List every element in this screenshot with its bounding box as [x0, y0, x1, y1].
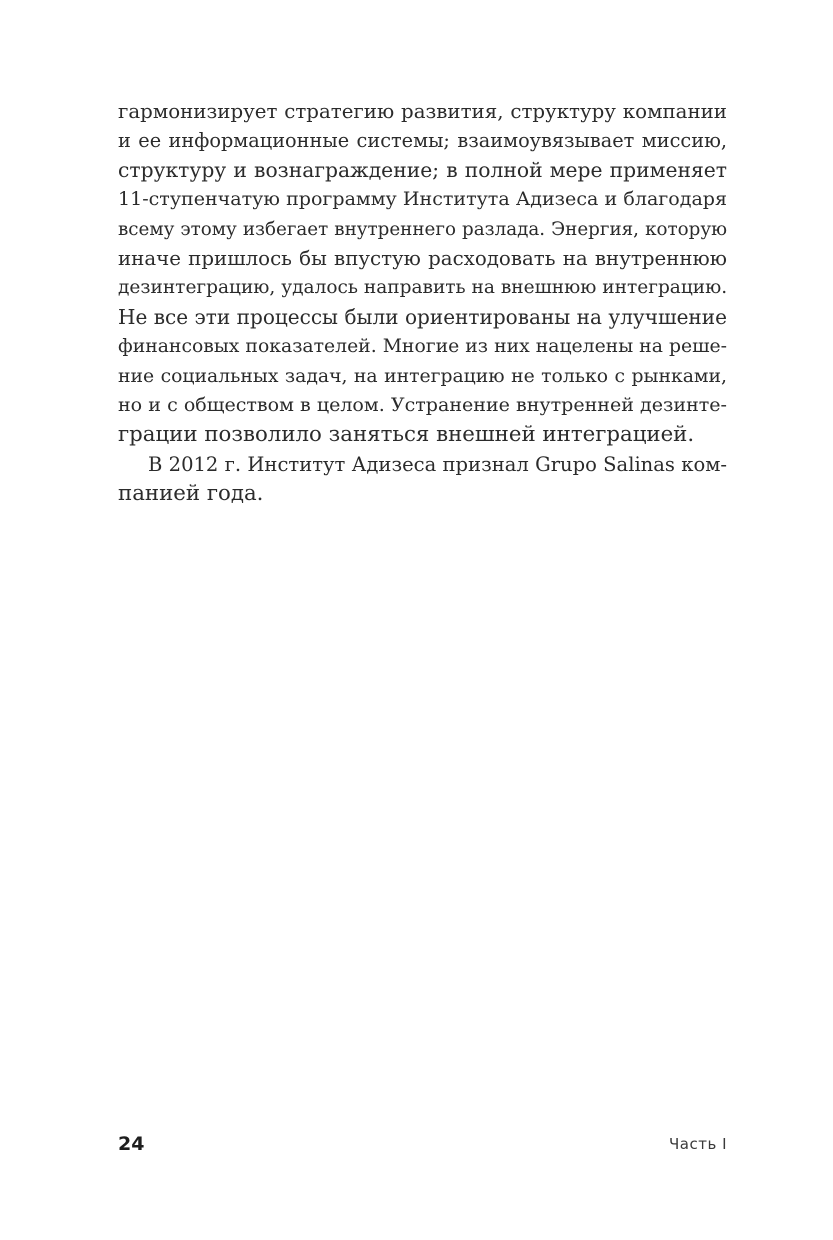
paragraph-1	[118, 97, 727, 450]
text-line: панией года.	[118, 481, 264, 507]
running-head: Часть I	[669, 1135, 727, 1153]
text-line: ние социальных задач, на интеграцию не только с рынками,	[118, 365, 727, 387]
text-line: грации позволило заняться внешней интеграцией.	[118, 422, 695, 448]
text-line: В 2012 г. Институт Адизеса признал Grupo Salinas ком-	[148, 452, 727, 476]
text-line: но и с обществом в целом. Устранение внутренней дезинте-	[118, 393, 727, 416]
text-line: всему этому избегает внутреннего разлада. Энергия, которую	[118, 218, 727, 240]
text-line: Не все эти процессы были ориентированы на улучшение	[118, 304, 727, 329]
body-text	[118, 97, 727, 508]
text-line: иначе пришлось бы впустую расходовать на внутреннюю	[118, 246, 727, 270]
text-line: дезинтеграцию, удалось направить на внешнюю интеграцию.	[118, 277, 728, 299]
page-footer	[118, 1133, 727, 1161]
text-line: структуру и вознаграждение; в полной мере применяет	[118, 157, 727, 182]
text-line: гармонизирует стратегию развития, структуру компании	[118, 100, 727, 123]
text-line: финансовых показателей. Многие из них нацелены на реше-	[118, 336, 727, 358]
text-line: 11-ступенчатую программу Института Адизеса и благодаря	[118, 188, 727, 211]
paragraph-2	[118, 450, 727, 509]
page-number: 24	[118, 1133, 145, 1155]
text-line: и ее информационные системы; взаимоувязывает миссию,	[118, 129, 727, 153]
